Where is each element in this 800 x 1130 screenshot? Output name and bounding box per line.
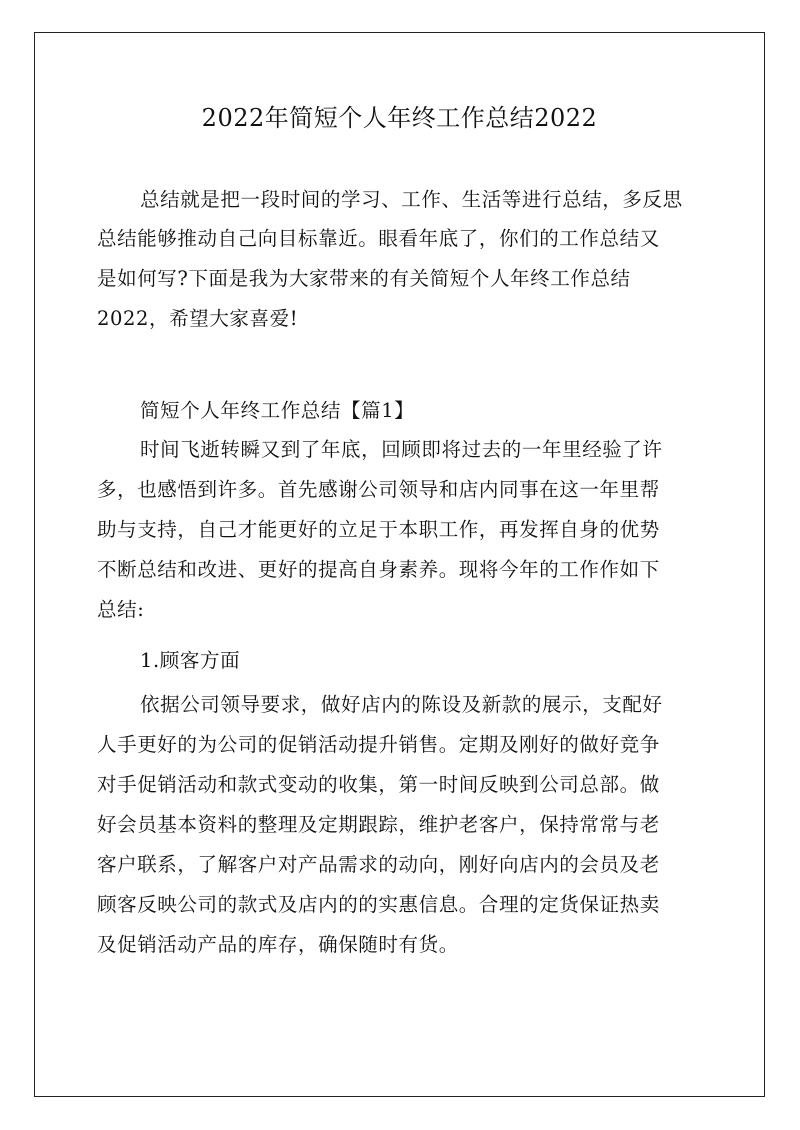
intro-line-2: 总结能够推动自己向目标靠近。眼看年底了，你们的工作总结又: [97, 227, 660, 250]
para2-line-5: 客户联系，了解客户对产品需求的动向，刚好向店内的会员及老: [97, 853, 660, 876]
intro-line-1: 总结就是把一段时间的学习、工作、生活等进行总结，多反思: [140, 188, 683, 211]
para2-line-2: 人手更好的为公司的促销活动提升销售。定期及刚好的做好竞争: [97, 733, 660, 756]
para2-line-1: 依据公司领导要求，做好店内的陈设及新款的展示，支配好: [140, 693, 663, 716]
para1-line-4: 不断总结和改进、更好的提高自身素养。现将今年的工作作如下: [97, 558, 660, 581]
intro-line-4: 2022，希望大家喜爱!: [97, 307, 299, 330]
para2-line-7: 及促销活动产品的库存，确保随时有货。: [97, 933, 459, 956]
document-title: 2022年简短个人年终工作总结2022: [201, 104, 598, 132]
intro-line-3: 是如何写?下面是我为大家带来的有关简短个人年终工作总结: [97, 267, 631, 290]
para1-line-1: 时间飞逝转瞬又到了年底，回顾即将过去的一年里经验了许: [140, 438, 663, 461]
para1-line-2: 多，也感悟到许多。首先感谢公司领导和店内同事在这一年里帮: [97, 478, 660, 501]
para2-line-4: 好会员基本资料的整理及定期跟踪，维护老客户，保持常常与老: [97, 813, 660, 836]
para2-line-3: 对手促销活动和款式变动的收集，第一时间反映到公司总部。做: [97, 773, 660, 796]
para1-line-5: 总结:: [97, 598, 145, 621]
para2-line-6: 顾客反映公司的款式及店内的的实惠信息。合理的定货保证热卖: [97, 893, 660, 916]
section-heading: 简短个人年终工作总结【篇1】: [140, 399, 415, 422]
para1-line-3: 助与支持，自己才能更好的立足于本职工作，再发挥自身的优势: [97, 518, 660, 541]
subheading-customers: 1.顾客方面: [140, 649, 241, 672]
